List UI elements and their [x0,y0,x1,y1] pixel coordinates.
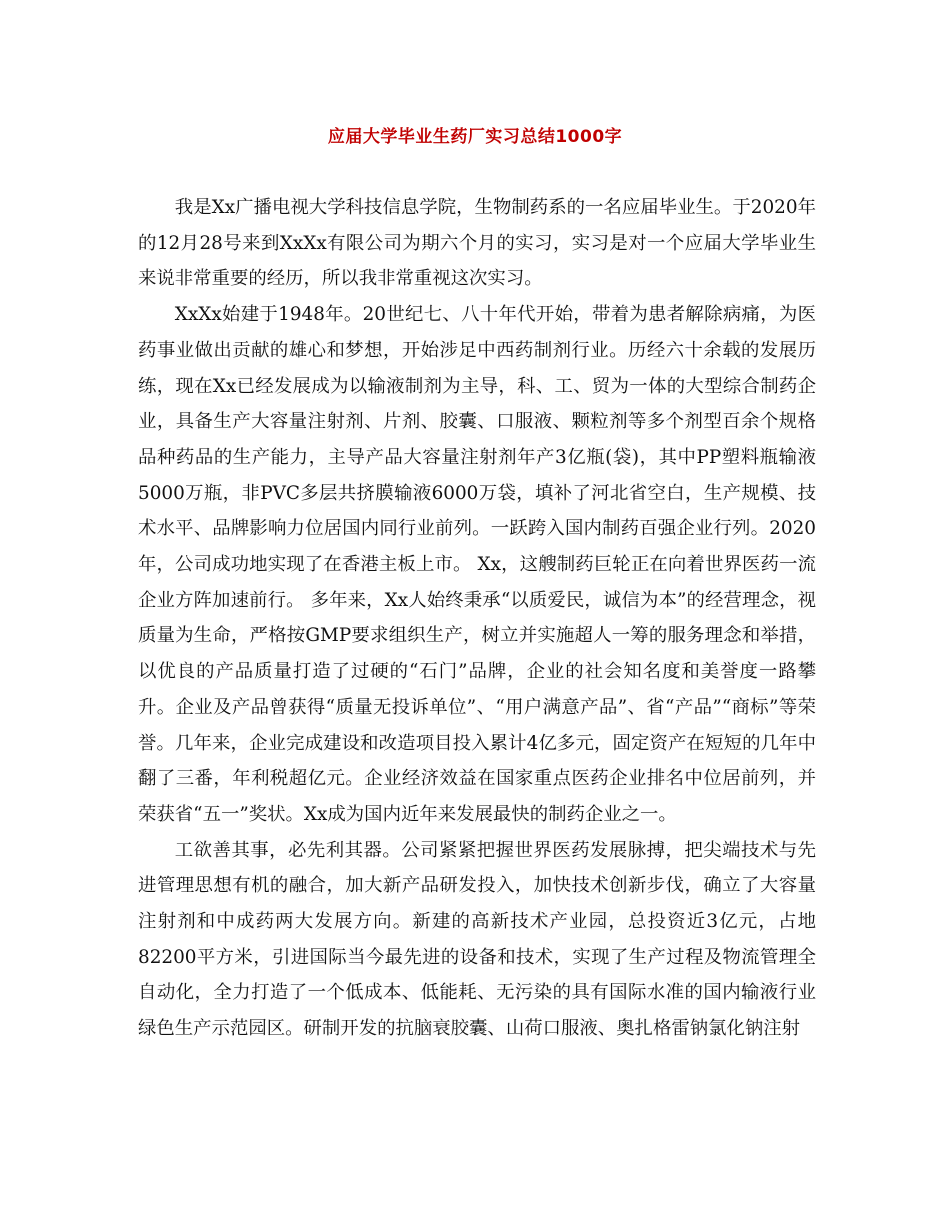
paragraph-intro: 我是Xx广播电视大学科技信息学院，生物制药系的一名应届毕业生。于2020年的12月28号来到XxXx有限公司为期六个月的实习，实习是对一个应届大学毕业生来说非常重要的经历，所以我非常重视这次实习。 [138,197,816,290]
paragraph-company-history: XxXx始建于1948年。20世纪七、八十年代开始，带着为患者解除病痛，为医药事业做出贡献的雄心和梦想，开始涉足中西药制剂行业。历经六十余载的发展历练，现在Xx已经发展成为以输液制剂为主导，科、工、贸为一体的大型综合制药企业，具备生产大容量注射剂、片剂、胶囊、口服液、颗粒剂等多个剂型百余个规格品种药品的生产能力，主导产品大容量注射剂年产3亿瓶(袋)，其中PP塑料瓶输液5000万瓶，非PVC多层共挤膜输液6000万袋，填补了河北省空白，生产规模、技术水平、品牌影响力位居国内同行业前列。一跃跨入国内制药百强企业行列。2020年，公司成功地实现了在香港主板上市。 Xx，这艘制药巨轮正在向着世界医药一流企业方阵加速前行。 多年来，Xx人始终秉承“以质爱民，诚信为本”的经营理念，视质量为生命，严格按GMP要求组织生产，树立并实施超人一筹的服务理念和举措，以优良的产品质量打造了过硬的“石门”品牌，企业的社会知名度和美誉度一路攀升。企业及产品曾获得“质量无投诉单位”、“用户满意产品”、省“产品”“商标”等荣誉。几年来，企业完成建设和改造项目投入累计4亿多元，固定资产在短短的几年中翻了三番，年利税超亿元。企业经济效益在国家重点医药企业排名中位居前列，并荣获省“五一”奖状。Xx成为国内近年来发展最快的制药企业之一。 [138,304,816,825]
document-body [138,190,816,1047]
document-title: 应届大学毕业生药厂实习总结1000字 [327,127,623,147]
paragraph-technology: 工欲善其事，必先利其器。公司紧紧把握世界医药发展脉搏，把尖端技术与先进管理思想有机的融合，加大新产品研发投入，加快技术创新步伐，确立了大容量注射剂和中成药两大发展方向。新建的高新技术产业园，总投资近3亿元，占地82200平方米，引进国际当今最先进的设备和技术，实现了生产过程及物流管理全自动化，全力打造了一个低成本、低能耗、无污染的具有国际水准的国内输液行业绿色生产示范园区。研制开发的抗脑衰胶囊、山荷口服液、奥扎格雷钠氯化钠注射 [138,839,816,1040]
